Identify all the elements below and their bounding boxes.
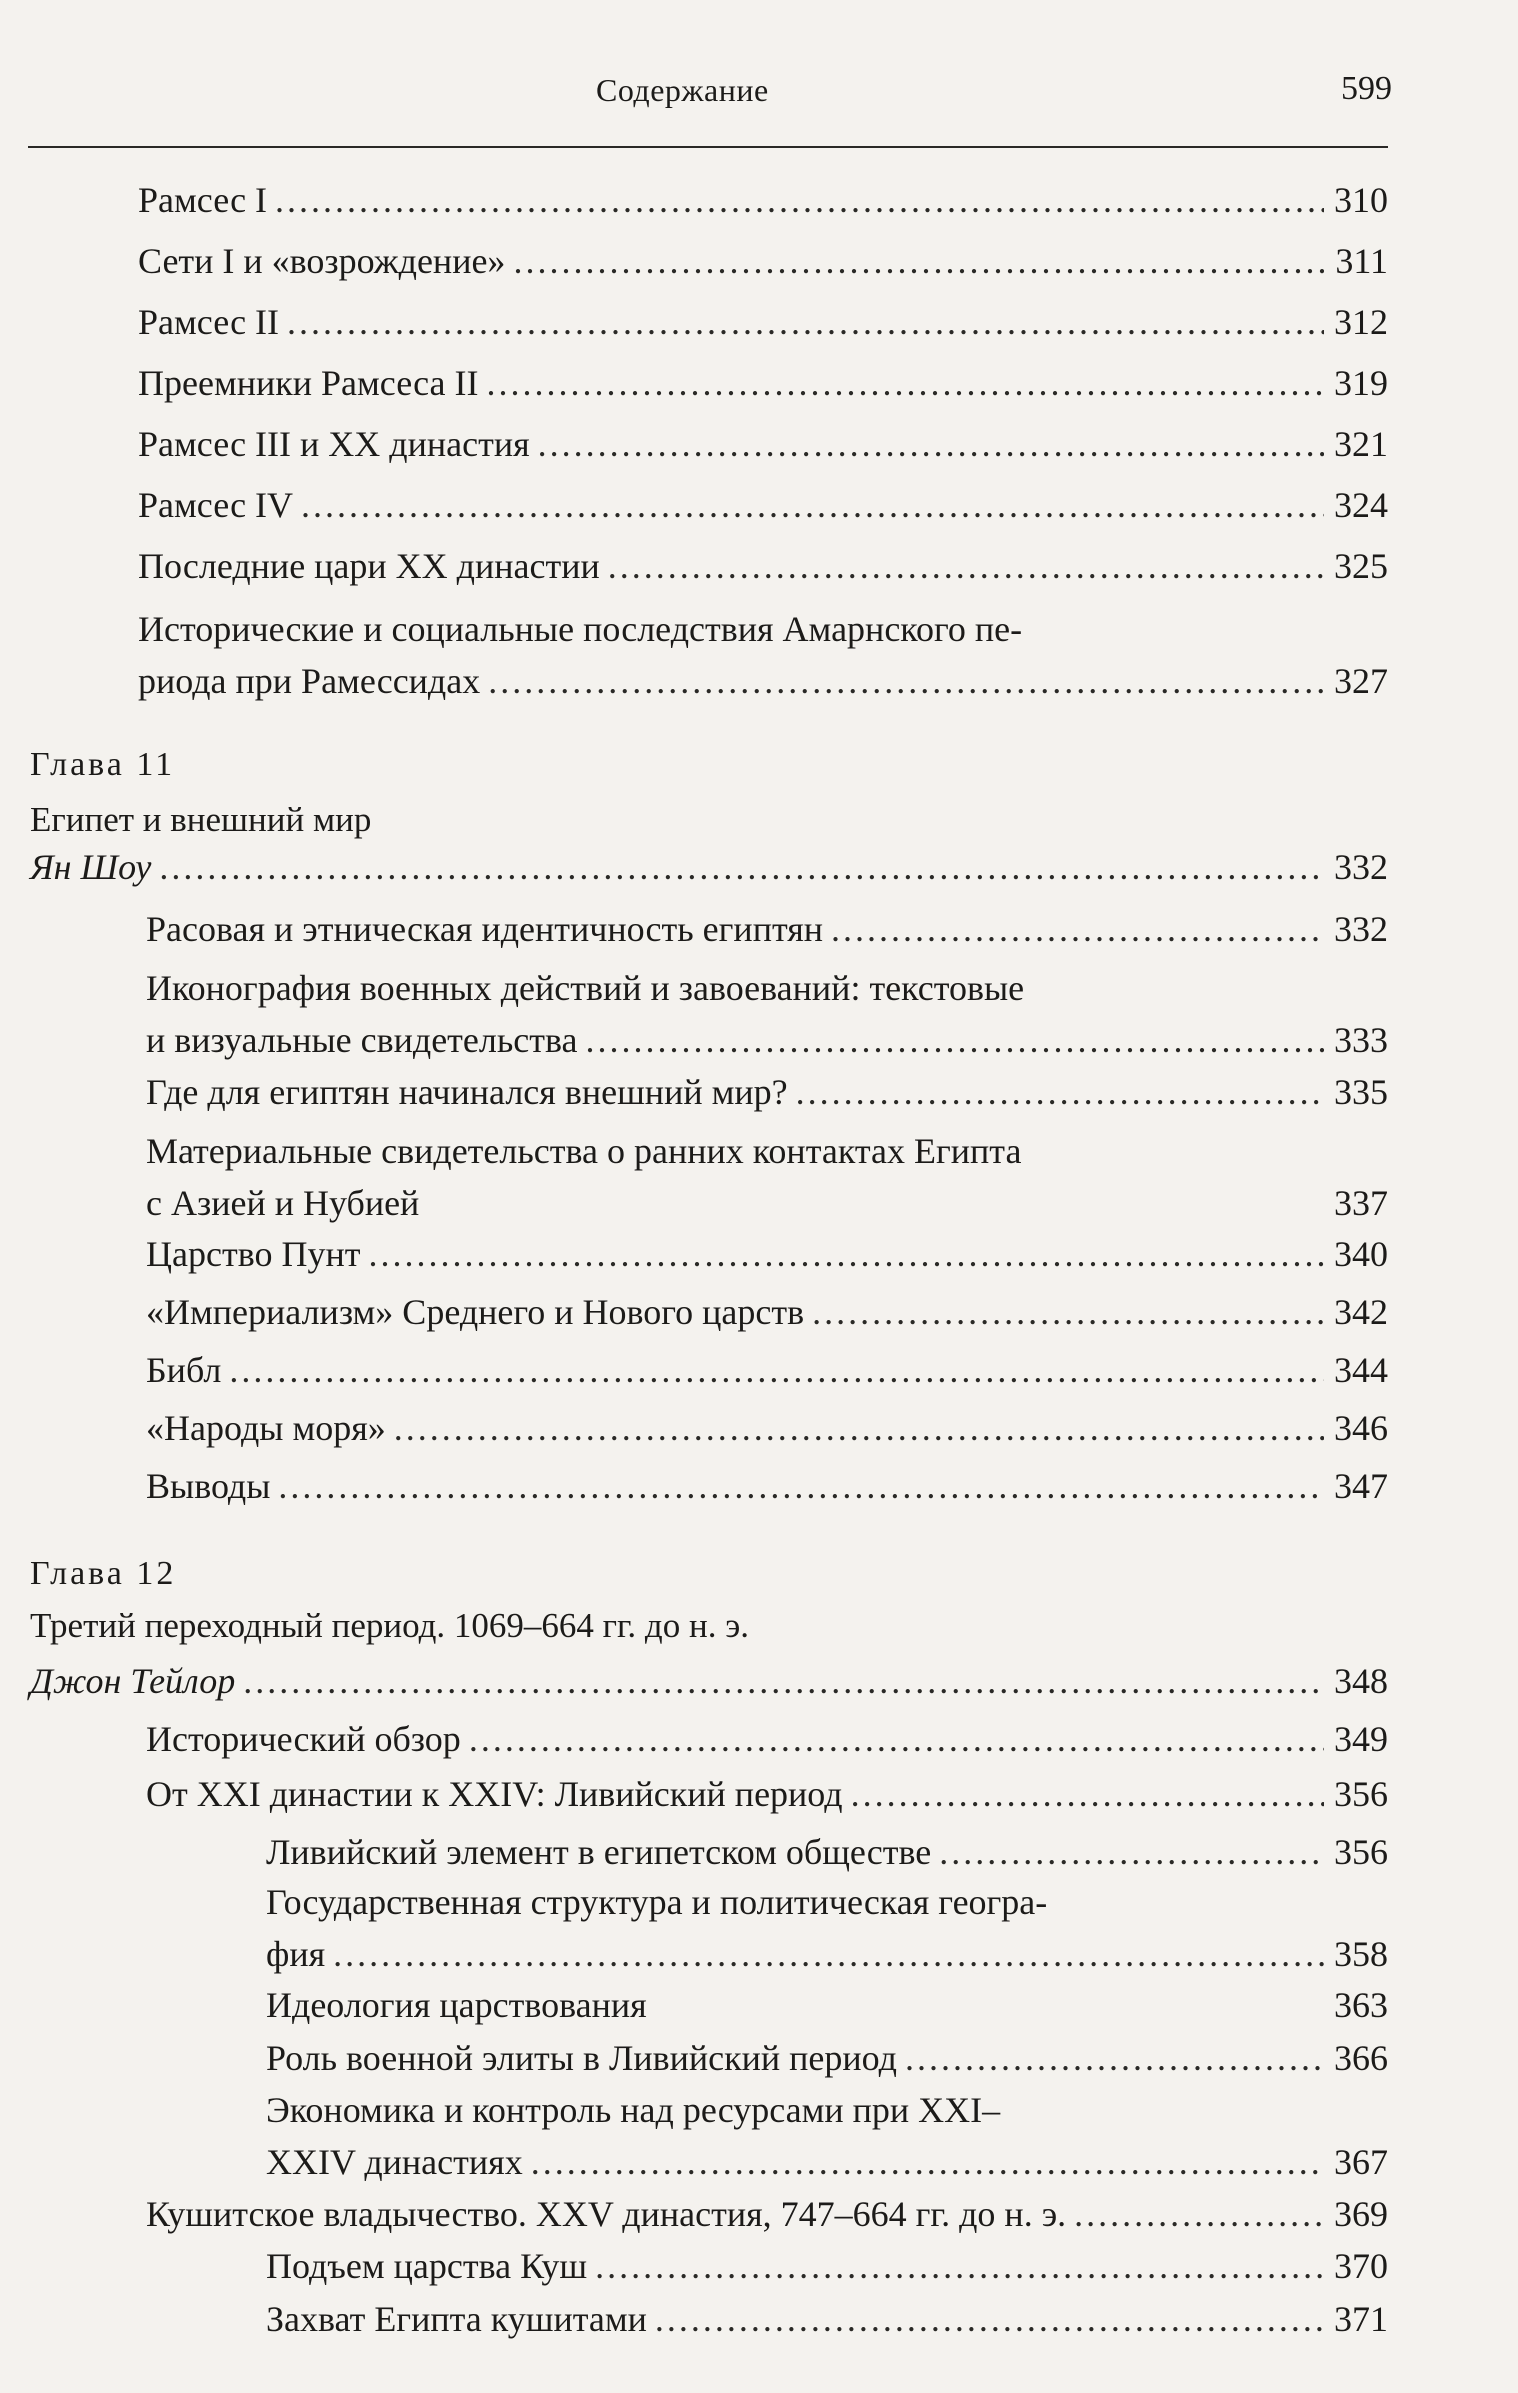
- leader-dots: [278, 1460, 1324, 1512]
- entry-title: Преемники Рамсеса II: [138, 363, 479, 403]
- toc-entry: [138, 357, 1388, 409]
- leader-dots: [851, 1768, 1324, 1820]
- leader-dots: [905, 2032, 1324, 2084]
- entry-title-line1: Экономика и контроль над ресурсами при XXI–: [266, 2090, 1001, 2130]
- toc-entry: [146, 2188, 1388, 2240]
- entry-page: 337: [1334, 1183, 1388, 1223]
- leader-dots: [229, 1344, 1324, 1396]
- entry-title-line2: с Азией и Нубией: [146, 1183, 420, 1223]
- toc-entry: [146, 1344, 1388, 1396]
- entry-page: 335: [1334, 1072, 1388, 1112]
- entry-title-line1: Государственная структура и политическая геогра-: [266, 1882, 1048, 1922]
- leader-dots: [159, 841, 1324, 893]
- entry-title-line1: Материальные свидетельства о ранних контактах Египта: [146, 1131, 1022, 1171]
- toc-entry: [146, 1228, 1388, 1280]
- toc-entry: [138, 479, 1388, 531]
- leader-dots: [488, 655, 1324, 707]
- leader-dots: [275, 174, 1324, 226]
- toc-subentry: [266, 1876, 1388, 1980]
- chapter-author: [30, 841, 1388, 893]
- entry-page: 356: [1334, 1832, 1388, 1872]
- leader-dots: [368, 1228, 1324, 1280]
- leader-dots: [585, 1014, 1324, 1066]
- entry-page: 321: [1334, 424, 1388, 464]
- entry-page: 366: [1334, 2038, 1388, 2078]
- entry-title: Роль военной элиты в Ливийский период: [266, 2038, 897, 2078]
- entry-page: 310: [1334, 180, 1388, 220]
- entry-page: 348: [1334, 1661, 1388, 1701]
- entry-page: 356: [1334, 1774, 1388, 1814]
- chapter-title: Египет и внешний мир: [30, 800, 372, 839]
- entry-title: Где для египтян начинался внешний мир?: [146, 1072, 788, 1112]
- toc-entry: [138, 540, 1388, 592]
- toc-entry: [146, 962, 1388, 1066]
- page-number: 599: [1341, 70, 1392, 107]
- entry-title-line2: риода при Рамессидах: [138, 661, 481, 701]
- toc-entry: [146, 1713, 1388, 1765]
- entry-title: Исторический обзор: [146, 1719, 461, 1759]
- leader-dots: [513, 235, 1324, 287]
- entry-page: 332: [1334, 909, 1388, 949]
- entry-title-line1: Иконография военных действий и завоеваний: текстовые: [146, 968, 1025, 1008]
- toc-entry: [138, 418, 1388, 470]
- leader-dots: [243, 1655, 1324, 1707]
- entry-title: Рамсес III и XX династия: [138, 424, 530, 464]
- entry-page: 369: [1334, 2194, 1388, 2234]
- entry-page: 325: [1334, 546, 1388, 586]
- entry-page: 332: [1334, 847, 1388, 887]
- entry-title-line1: Исторические и социальные последствия Амарнского пе-: [138, 609, 1023, 649]
- toc-entry: [146, 1402, 1388, 1454]
- leader-dots: [301, 479, 1324, 531]
- leader-dots: [812, 1286, 1324, 1338]
- toc-entry: [138, 296, 1388, 348]
- entry-title: Последние цари XX династии: [138, 546, 600, 586]
- leader-dots: [595, 2240, 1324, 2292]
- entry-page: 327: [1334, 661, 1388, 701]
- entry-title: Подъем царства Куш: [266, 2246, 588, 2286]
- toc-entry: [146, 1460, 1388, 1512]
- leader-dots: [538, 418, 1324, 470]
- leader-dots: [531, 2136, 1324, 2188]
- entry-title: Рамсес IV: [138, 485, 294, 525]
- entry-title: Идеология царствования: [266, 1985, 647, 2025]
- toc-entry: [146, 903, 1388, 955]
- entry-page: 333: [1334, 1020, 1388, 1060]
- entry-page: 312: [1334, 302, 1388, 342]
- entry-title: Сети I и «возрождение»: [138, 241, 506, 281]
- entry-title: Выводы: [146, 1466, 271, 1506]
- leader-dots: [287, 296, 1324, 348]
- toc-entry: [138, 174, 1388, 226]
- leader-dots: [655, 2293, 1324, 2345]
- leader-dots: [486, 357, 1324, 409]
- chapter-label: Глава 11: [30, 746, 176, 783]
- entry-page: 363: [1334, 1985, 1388, 2025]
- leader-dots: [333, 1928, 1324, 1980]
- toc-entry: [146, 1286, 1388, 1338]
- entry-page: 347: [1334, 1466, 1388, 1506]
- toc-subentry: [266, 2293, 1388, 2345]
- toc-subentry: [266, 2084, 1388, 2188]
- entry-page: 358: [1334, 1934, 1388, 1974]
- chapter-label: Глава 12: [30, 1555, 177, 1592]
- entry-title: Рамсес II: [138, 302, 280, 342]
- toc-subentry: [266, 2240, 1388, 2292]
- toc-subentry: [266, 2032, 1388, 2084]
- entry-title: Рамсес I: [138, 180, 268, 220]
- chapter-title: Третий переходный период. 1069–664 гг. до н. э.: [30, 1606, 749, 1645]
- leader-dots: [939, 1826, 1324, 1878]
- entry-title: Захват Египта кушитами: [266, 2299, 647, 2339]
- leader-dots: [796, 1066, 1324, 1118]
- entry-title: «Народы моря»: [146, 1408, 386, 1448]
- entry-page: 324: [1334, 485, 1388, 525]
- entry-title-line2: и визуальные свидетельства: [146, 1020, 578, 1060]
- leader-dots: [608, 540, 1324, 592]
- entry-title: Библ: [146, 1350, 222, 1390]
- leader-dots: [1074, 2188, 1324, 2240]
- entry-title-line2: XXIV династиях: [266, 2142, 523, 2182]
- author-name: Джон Тейлор: [30, 1661, 236, 1701]
- entry-title-line2: фия: [266, 1934, 326, 1974]
- toc-subentry: [266, 1826, 1388, 1878]
- entry-page: 340: [1334, 1234, 1388, 1274]
- header-rule: [28, 146, 1388, 148]
- author-name: Ян Шоу: [30, 847, 152, 887]
- leader-dots: [394, 1402, 1324, 1454]
- entry-title: Расовая и этническая идентичность египтян: [146, 909, 824, 949]
- toc-subentry: [266, 1979, 1388, 2031]
- leader-dots: [831, 903, 1324, 955]
- entry-page: 346: [1334, 1408, 1388, 1448]
- toc-entry: [138, 603, 1388, 707]
- entry-page: 370: [1334, 2246, 1388, 2286]
- entry-page: 319: [1334, 363, 1388, 403]
- toc-entry: [146, 1768, 1388, 1820]
- entry-page: 342: [1334, 1292, 1388, 1332]
- entry-page: 371: [1334, 2299, 1388, 2339]
- running-head: Содержание: [596, 72, 769, 108]
- entry-page: 311: [1335, 241, 1388, 281]
- entry-title: От XXI династии к XXIV: Ливийский период: [146, 1774, 843, 1814]
- entry-title: «Империализм» Среднего и Нового царств: [146, 1292, 805, 1332]
- toc-entry: [138, 235, 1388, 287]
- entry-title: Царство Пунт: [146, 1234, 361, 1274]
- entry-title: Кушитское владычество. XXV династия, 747–664 гг. до н. э.: [146, 2194, 1067, 2234]
- toc-entry: [146, 1125, 1388, 1229]
- entry-title: Ливийский элемент в египетском обществе: [266, 1832, 932, 1872]
- toc-entry: [146, 1066, 1388, 1118]
- entry-page: 367: [1334, 2142, 1388, 2182]
- entry-page: 344: [1334, 1350, 1388, 1390]
- entry-page: 349: [1334, 1719, 1388, 1759]
- chapter-author: [30, 1655, 1388, 1707]
- leader-dots: [469, 1713, 1324, 1765]
